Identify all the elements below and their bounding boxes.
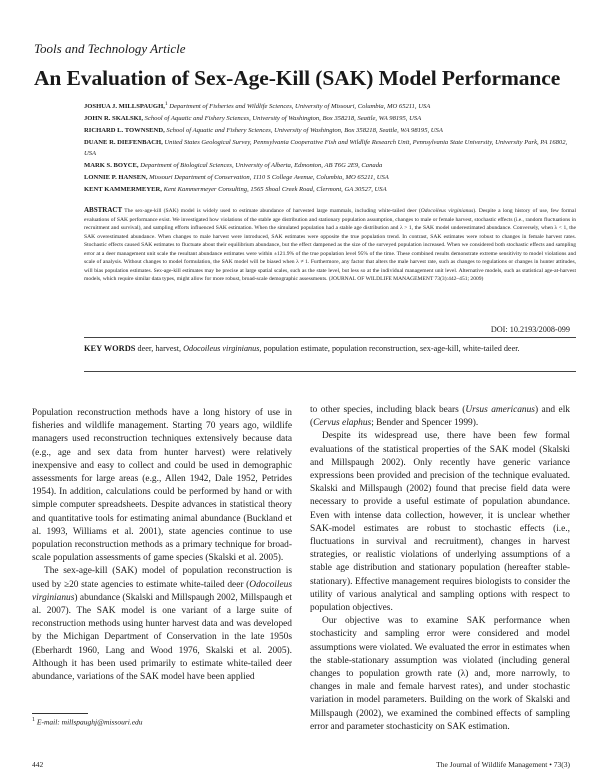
abstract-text: The sex-age-kill (SAK) model is widely used to estimate abundance of harvested large mammals, including white-tailed deer ( <box>122 208 421 214</box>
body-paragraph: Population reconstruction methods have a long history of use in fisheries and wildlife management. Starting 70 years ago, wildlife managers used reconstruction techniques extensively because data (e.g., age and sex data from hunter harvest) were relatively inexpensive and easy to collect and could be used in demographic assessments for large areas (e.g., Allen 1942, Dale 1952, Petrides 1954). In addition, calculations could be performed by hand or with simple computer spreadsheets. Despite advances in statistical theory and quantitative tools for estimating animal abundance (Buckland et al. 1993, Williams et al. 2001), state agencies continue to use population reconstruction methods as a primary technique for broad-scale population assessments of game species (Skalski et al. 2005). <box>32 408 292 564</box>
abstract-citation: (JOURNAL OF WILDLIFE MANAGEMENT 73(3):442–451; 2009) <box>327 276 484 283</box>
author-entry <box>84 172 574 184</box>
body-paragraph: Our objective was to examine SAK performance when stochasticity and sampling error were considered and model assumptions were violated. We evaluated the error in estimates when the stable-stationary assumption was violated (including general changes to population growth rate (λ) and, more narrowly, to changes in male and female harvest rates), and under stochastic variation in model parameters. Building on the work of Skalski and Millspaugh (2002), we examined the combined effects of sampling error and parameter stochasticity on SAK estimation. <box>310 616 570 732</box>
author-affiliation: Department of Biological Sciences, University of Alberta, Edmonton, AB T6G 2E9, Canada <box>140 162 383 170</box>
species-name: Odocoileus virginianus <box>32 579 292 603</box>
keywords-label: KEY WORDS <box>84 344 136 353</box>
species-name: Cervus elaphus <box>313 418 372 429</box>
author-entry <box>84 125 574 137</box>
body-paragraph: Despite its widespread use, there have been few formal evaluations of the statistical properties of the SAK model (Skalski and Millspaugh 2002). Only recently have generic variance expressions been provided and precision of the technique evaluated. Skalski and Millspaugh (2002) found that precise field data were necessary to provide a useful estimate of population abundance. Even with intense data collection, however, it is unclear whether SAK-model estimates are robust to stochastic effects (i.e., fluctuations in survival and recruitment), changes in harvest strategies, or realistic violations of underlying assumptions of a stable age distribution and stationary population (hereafter stable-stationary). Effective management requires biologists to consider the utility of various analytical and sampling options with respect to population objectives. <box>310 431 570 614</box>
author-name: MARK S. BOYCE, <box>84 162 139 170</box>
author-affiliation: Department of Fisheries and Wildlife Sciences, University of Missouri, Columbia, MO 65211, USA <box>169 103 431 111</box>
body-text: ; Bender and Spencer 1999). <box>371 418 479 429</box>
author-entry <box>84 160 574 172</box>
footnote <box>32 717 143 727</box>
abstract-species-name: Odocoileus virginianus <box>420 208 474 214</box>
section-label: Tools and Technology Article <box>34 41 186 56</box>
divider <box>84 371 576 372</box>
author-affiliation: School of Aquatic and Fishery Sciences, University of Washington, Box 358218, Seattle, WA 98195, USA <box>166 126 443 134</box>
journal-footer: The Journal of Wildlife Management • 73(3) <box>436 760 570 769</box>
author-name: LONNIE P. HANSEN, <box>84 173 148 181</box>
author-entry <box>84 99 574 113</box>
author-affiliation: Kent Kammermeyer Consulting, 1565 Shoal Creek Road, Clermont, GA 30527, USA <box>163 185 387 193</box>
author-name: JOSHUA J. MILLSPAUGH, <box>84 103 165 111</box>
body-paragraph <box>310 404 570 430</box>
page-number: 442 <box>32 760 44 769</box>
keywords-species: Odocoileus virginianus <box>183 344 260 353</box>
footnote-email[interactable]: E-mail: millspaughj@missouri.edu <box>35 717 143 727</box>
author-name: RICHARD L. TOWNSEND, <box>84 126 165 134</box>
keywords-text: deer, harvest, <box>135 344 184 353</box>
body-paragraph <box>32 565 292 684</box>
divider <box>84 337 576 338</box>
abstract-text: ). Despite a long history of use, few formal evaluations of SAK performance exist. We investigated how violations of the stable age distribution and stationary population assumption, changes to male or female harvest, stochastic effects (i.e., random fluctuations in recruitment and survival), and sampling efforts influenced SAK estimation. When the simulated population had a stable age distribution and λ > 1, the SAK model underestimated abundance. Conversely, when λ < 1, the SAK overestimated abundance. When changes to male harvest were introduced, SAK estimates were opposite the true population trend. In contrast, SAK estimates were robust to changes in female harvest rates. Stochastic effects caused SAK estimates to fluctuate about their equilibrium abundance, but the effect dampened as the size of the surveyed population increased. When we considered both stochastic effects and sampling error at a deer management unit scale the resultant abundance estimates were within ±121.9% of the true population level 95% of the time. These combined results demonstrate extreme sensitivity to model violations and scale of analysis. Without changes to model formulation, the SAK model will be biased when λ ≠ 1. Furthermore, any factor that alters the male harvest rate, such as changes to regulations or changes in hunter attitudes, will bias population estimates. Sex-age-kill estimates may be precise at large spatial scales, such as the state level, but less so at the individual management unit level. Alternative models, such as statistical age-at-harvest models, which require similar data types, might allow for more robust, broad-scale demographic assessments. <box>84 208 576 283</box>
author-name: DUANE R. DIEFENBACH, <box>84 138 163 146</box>
author-affiliation: School of Aquatic and Fishery Sciences, University of Washington, Box 358218, Seattle, WA 98195, USA <box>144 114 422 122</box>
author-footnote-mark: 1 <box>164 101 168 107</box>
doi: DOI: 10.2193/2008-099 <box>490 325 570 334</box>
body-column-right <box>310 404 570 734</box>
author-name: JOHN R. SKALSKI, <box>84 114 143 122</box>
body-text: ) and elk ( <box>310 405 570 429</box>
author-list <box>84 99 574 196</box>
author-affiliation: Missouri Department of Conservation, 1110 S College Avenue, Columbia, MO 65211, USA <box>149 173 389 181</box>
body-text: The sex-age-kill (SAK) model of population reconstruction is used by ≥20 state agencies to estimate white-tailed deer ( <box>32 566 292 590</box>
author-entry <box>84 184 574 196</box>
author-affiliation: United States Geological Survey, Pennsylvania Cooperative Fish and Wildlife Research Unit, Pennsylvania State University, University Park, PA 16802, USA <box>84 138 568 158</box>
keywords-text: , population estimate, population reconstruction, sex-age-kill, white-tailed deer. <box>259 344 520 353</box>
abstract-label: ABSTRACT <box>84 206 123 214</box>
species-name: Ursus americanus <box>465 405 535 415</box>
footnote-divider <box>32 713 88 714</box>
body-column-left <box>32 407 292 684</box>
body-text: to other species, including black bears ( <box>310 405 466 415</box>
body-text: ) abundance (Skalski and Millspaugh 2002, Millspaugh et al. 2007). The SAK model is one variant of a large suite of reconstruction methods using hunter harvest data and was developed by the Michigan Department of Conservation in the late 1950s (Eberhardt 1960, Lang and Wood 1976, Skalski et al. 2005). Although it has been used primarily to estimate white-tailed deer abundance, variations of the SAK model have been applied <box>32 592 292 683</box>
footnote-mark: 1 <box>32 717 35 723</box>
author-entry <box>84 137 574 161</box>
article-title: An Evaluation of Sex-Age-Kill (SAK) Model Performance <box>34 66 561 90</box>
author-name: KENT KAMMERMEYER, <box>84 185 162 193</box>
abstract <box>84 206 576 314</box>
keywords <box>84 343 576 355</box>
author-entry <box>84 113 574 125</box>
